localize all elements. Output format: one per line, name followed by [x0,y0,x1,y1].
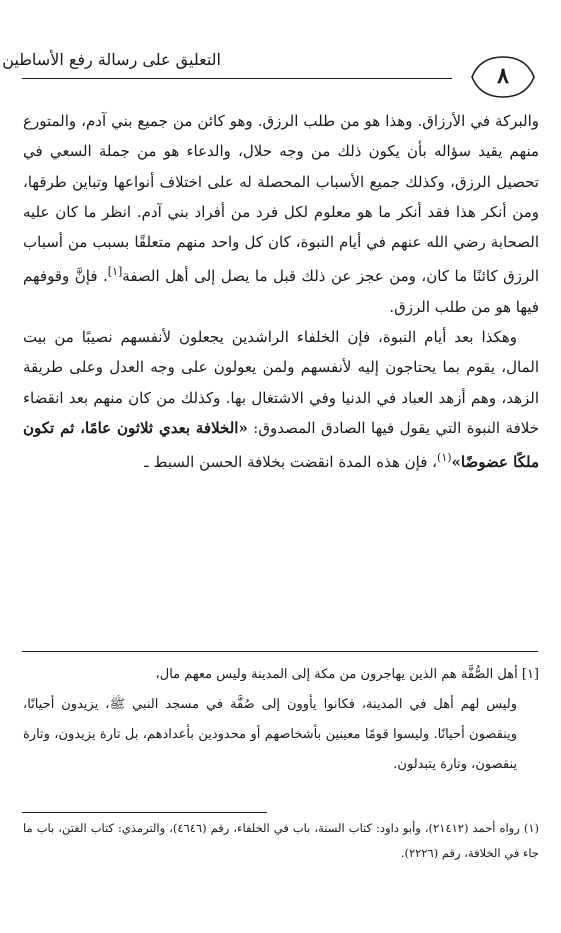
paragraph-2 [23,322,539,477]
paragraph-1 [23,106,539,322]
editor-footnote-text: أهل الصُّفَّة هم الذين يهاجرون من مكة إلى المدينة وليس معهم مال، [155,667,518,682]
header-rule [22,78,452,79]
paragraph-2-tail: ، فإن هذه المدة انقضت بخلافة الحسن السبط ـ [144,453,438,472]
paragraph-2-text: وهكذا بعد أيام النبوة، فإن الخلفاء الراشدين يجعلون لأنفسهم نصيبًا من بيت المال، يقوم بما يحتاجون إليه لأنفسهم ولمن يعولون على وجه العدل وعلى طريقة الزهد، وهم أزهد العباد في الدنيا وفي الاشتغال بها. وكذلك من كان منهم بعد انقضاء خلافة النبوة التي يقول فيها الصادق المصدوق: [23,328,539,437]
editor-footnote-marker: [١] [521,667,539,682]
source-footnote-separator [22,812,267,813]
editor-footnote [23,660,539,780]
editor-footnote-first-line [23,660,539,690]
paragraph-1-text: والبركة في الأرزاق. وهذا هو من طلب الرزق. وهو كائن من جميع بني آدم، والمتورع منهم يقيد سؤاله بأن يكون ذلك من وجه حلال، والدعاء هو من جملة السعي في تحصيل الرزق، وكذلك جميع الأسباب المحصلة له على اختلاف أنواعها وتباين طرقها، ومن أنكر هذا فقد أنكر ما هو معلوم لكل فرد من أفراد بني آدم. انظر ما كان عليه الصحابة رضي الله عنهم في أيام النبوة، كان كل واحد منهم متعلقًا بسبب من أسباب الرزق كائنًا ما كان، ومن عجز عن ذلك قبل ما يصل إلى أهل الصفة [23,112,539,286]
footnote-ref-2: (١) [437,451,452,465]
running-header-title: التعليق على رسالة رفع الأساطين [2,50,221,69]
paragraph-1-tail: . فإنَّ وقوفهم فيها هو من طلب الرزق. [23,267,539,316]
main-text [23,106,539,478]
page-number-badge [470,55,536,99]
hadith-quote: «الخلافة بعدي ثلاثون عامًا، ثم تكون ملكًا عضوضًا» [23,418,539,472]
editor-footnote-body: وليس لهم أهل في المدينة، فكانوا يأوون إلى صُفَّة في مسجد النبي ﷺ، يزيدون أحيانًا، وينقصون أحيانًا. وليسوا قومًا معينين بأشخاصهم أو محدودين بأعدادهم، بل تارة يزيدون، وتارة ينقصون، وتارة يتبدلون. [23,697,517,772]
footnote-separator [22,651,538,652]
source-footnote [23,816,539,866]
footnote-ref-1: [١] [107,265,123,279]
page-number: ٨ [497,63,509,89]
source-footnote-text: (١) رواه أحمد (٢١٤١٢)، وأبو داود: كتاب السنة، باب في الخلفاء، رقم (٤٦٤٦)، والترمذي: كتاب الفتن، باب ما جاء في الخلافة، رقم (٢٢٢٦). [23,821,539,860]
